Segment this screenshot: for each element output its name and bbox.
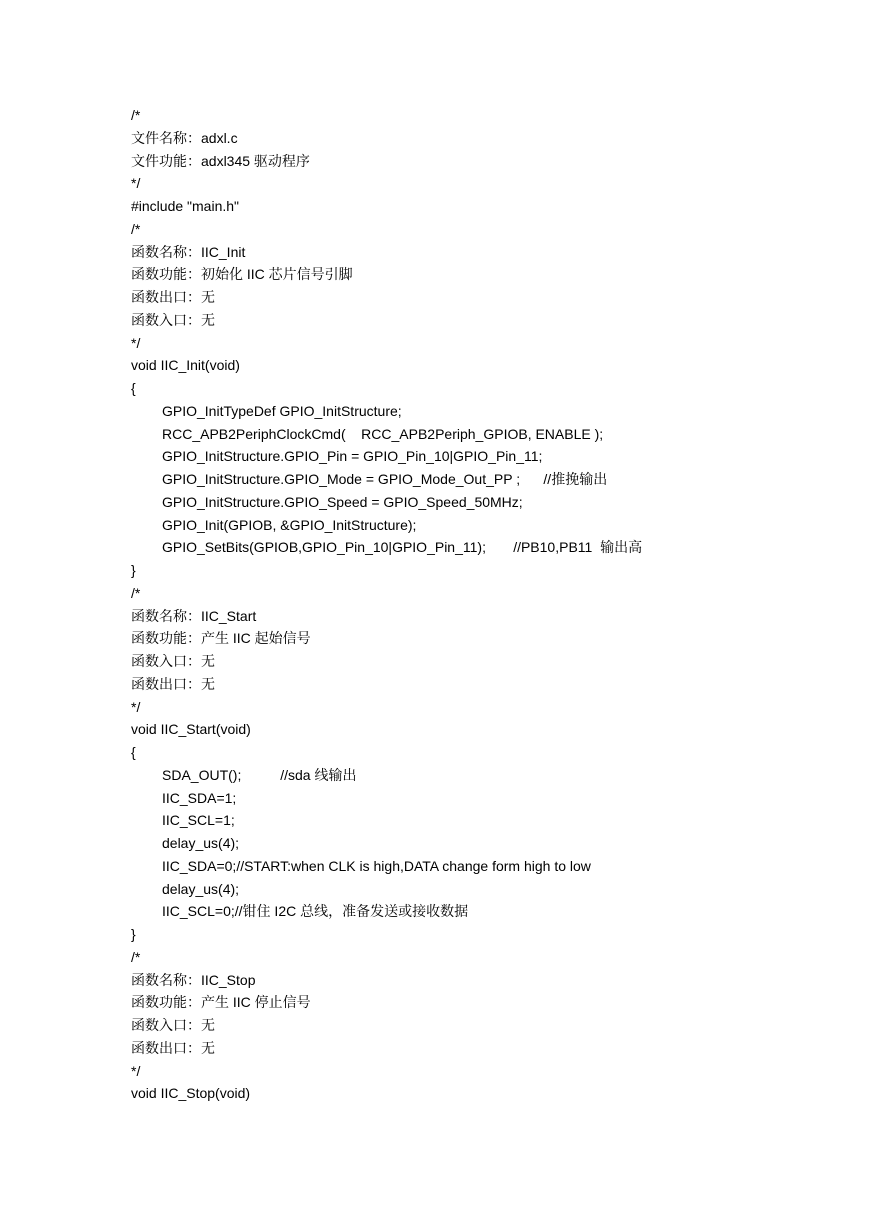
code-line: IIC_SCL=0;//钳住 I2C 总线，准备发送或接收数据 xyxy=(162,903,469,920)
code-line: IIC_SCL=1; xyxy=(162,812,235,829)
code-line: GPIO_InitStructure.GPIO_Mode = GPIO_Mode_Out_PP ; //推挽输出 xyxy=(162,471,608,487)
code-line: GPIO_Init(GPIOB, &GPIO_InitStructure); xyxy=(162,516,417,533)
code-line: void IIC_Start(void) xyxy=(131,721,251,738)
code-line: */ xyxy=(131,334,141,351)
code-line: 函数功能：初始化 IIC 芯片信号引脚 xyxy=(131,266,353,283)
code-line: 函数功能：产生 IIC 停止信号 xyxy=(131,994,311,1011)
code-line: delay_us(4); xyxy=(162,880,240,897)
code-line: 函数入口：无 xyxy=(131,311,215,328)
code-line: delay_us(4); xyxy=(162,835,240,851)
code-line: } xyxy=(131,562,136,578)
code-line: 函数出口：无 xyxy=(131,675,215,692)
code-line: */ xyxy=(131,175,141,192)
code-line: { xyxy=(131,380,136,396)
source-code-block xyxy=(131,104,831,1105)
code-line: #include "main.h" xyxy=(131,198,240,214)
code-line: void IIC_Init(void) xyxy=(131,357,240,374)
code-line: /* xyxy=(131,107,141,123)
code-line: SDA_OUT(); //sda 线输出 xyxy=(162,766,357,783)
code-line: RCC_APB2PeriphClockCmd( RCC_APB2Periph_GPIOB, ENABLE ); xyxy=(162,425,604,442)
code-line: IIC_SDA=0;//START:when CLK is high,DATA change form high to low xyxy=(162,857,591,874)
code-line: { xyxy=(131,744,136,760)
code-line: GPIO_InitStructure.GPIO_Pin = GPIO_Pin_10|GPIO_Pin_11; xyxy=(162,448,543,465)
code-line: /* xyxy=(131,220,141,237)
code-line: */ xyxy=(131,698,141,715)
code-line: IIC_SDA=1; xyxy=(162,789,237,806)
code-line: 函数名称：IIC_Init xyxy=(131,243,246,260)
code-line: GPIO_InitStructure.GPIO_Speed = GPIO_Speed_50MHz; xyxy=(162,493,523,510)
code-line: 文件名称：adxl.c xyxy=(131,129,238,146)
code-line: 文件功能：adxl345 驱动程序 xyxy=(131,152,310,169)
code-line: void IIC_Stop(void) xyxy=(131,1085,251,1102)
code-line: */ xyxy=(131,1062,141,1079)
code-line: 函数入口：无 xyxy=(131,1017,215,1033)
code-line: 函数入口：无 xyxy=(131,653,215,669)
code-line: GPIO_SetBits(GPIOB,GPIO_Pin_10|GPIO_Pin_11); //PB10,PB11 输出高 xyxy=(162,539,643,556)
code-line: /* xyxy=(131,584,141,601)
code-line: 函数功能：产生 IIC 起始信号 xyxy=(131,630,311,647)
code-line: 函数名称：IIC_Start xyxy=(131,607,257,624)
code-line: 函数名称：IIC_Stop xyxy=(131,971,256,988)
code-line: GPIO_InitTypeDef GPIO_InitStructure; xyxy=(162,402,402,419)
code-line: 函数出口：无 xyxy=(131,289,215,305)
code-line: /* xyxy=(131,948,141,965)
code-line: } xyxy=(131,926,136,942)
code-line: 函数出口：无 xyxy=(131,1039,215,1056)
